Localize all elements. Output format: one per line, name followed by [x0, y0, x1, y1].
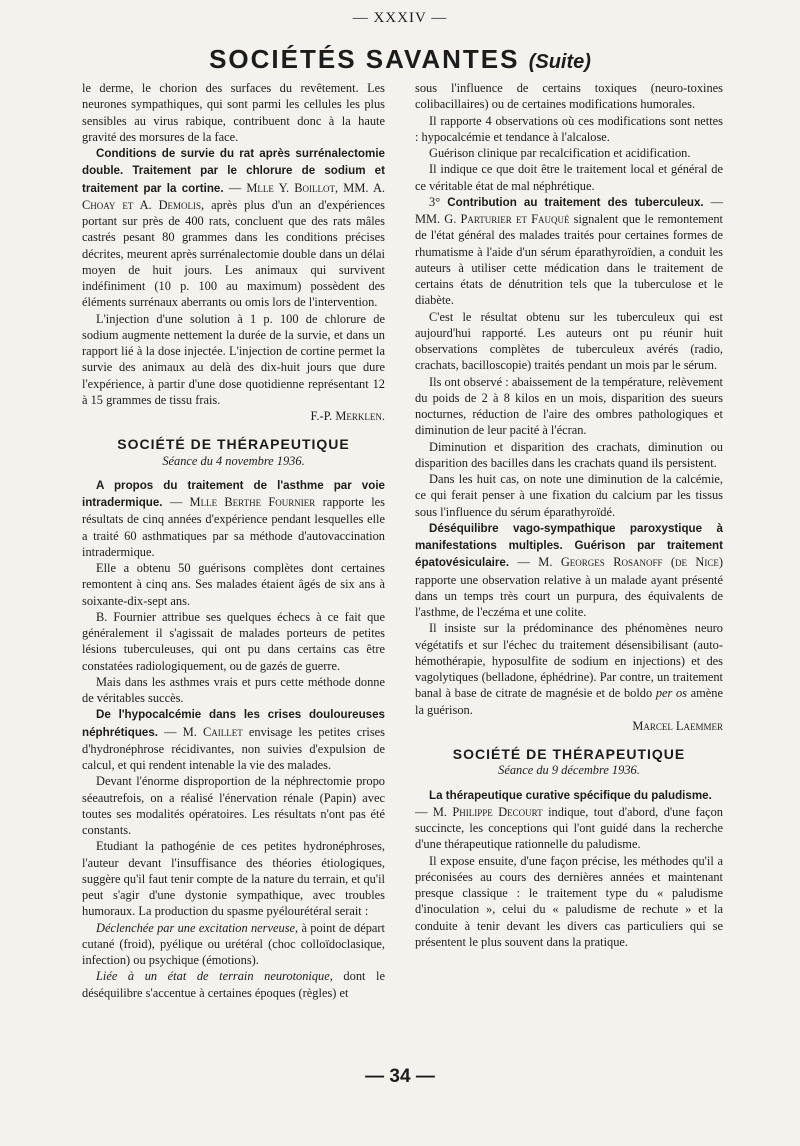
- paragraph: C'est le résultat obtenu sur les tuberculeux qui est aujourd'hui rapporté. Les auteurs ont pu réunir huit observations complètes de tuberculeux avérés (radio, crachats, bacilloscopie) traités pendant un mois par le sérum.: [415, 309, 723, 373]
- signature: Marcel Laemmer: [632, 718, 723, 733]
- paragraph: Liée à un état de terrain neurotonique, dont le déséquilibre s'accentue à certaines époques (règles) et: [82, 969, 385, 1000]
- paragraph: Diminution et disparition des crachats, diminution ou disparition des bacilles dans les crachats quand ils persistent.: [415, 439, 723, 470]
- article-title: Déséquilibre vago-sympathique paroxystique à manifestations multiples. Guérison par traitement épatovésiculaire.: [415, 521, 723, 570]
- right-column: [415, 80, 723, 950]
- paragraph: Il indique ce que doit être le traitement local et général de ce véritable état de mal néphrétique.: [415, 162, 723, 193]
- authors: — M. Georges Rosanoff (de Nice): [509, 555, 723, 570]
- section-heading: SOCIÉTÉ DE THÉRAPEUTIQUE: [452, 746, 686, 762]
- title-suffix: (Suite): [528, 51, 591, 73]
- seance-date: Séance du 4 novembre 1936.: [162, 453, 305, 468]
- paragraph: sous l'influence de certains toxiques (neuro-toxines colibacillaires) ou de certaines modifications humorales.: [415, 81, 723, 112]
- paragraph: Ils ont observé : abaissement de la température, relèvement du poids de 2 à 8 kilos en un mois, disparition des sueurs nocturnes, réduction de l'aire des ombres pathologiques et diminution de leur pacité à l'écran.: [415, 374, 723, 438]
- paragraph: 3° Contribution au traitement des tuberculeux. — MM. G. Parturier et Fauqué signalent que le remontement de l'état général des malades traités pour certaines formes de rhumatisme à l'aide d'un sérum éparathyroïdien, a conduit les auteurs à utiliser cette médication dans le traitement de certains états de dénutrition tels que la tuberculose et le diabète.: [415, 194, 723, 308]
- section-heading: SOCIÉTÉ DE THÉRAPEUTIQUE: [117, 436, 350, 453]
- paragraph: Guérison clinique par recalcification et acidification.: [429, 146, 691, 160]
- paragraph: Conditions de survie du rat après surrénalectomie double. Traitement par le chlorure de sodium et traitement par la cortine. — Mlle Y. Boillot, MM. A. Choay et A. Demolis, après plus d'un an d'expériences portant sur près de 400 rats, concluent que des rats mâles castrés pesant 80 grammes dans les conditions précises décrites, meurent après surrénalectomie double dans un délai moyen de huit jours. Les animaux qui survivent indéfiniment (10 p. 100 au maximum) possèdent des éléments surrénaux aberrants ou omis lors de l'intervention.: [82, 147, 386, 310]
- paragraph: Il rapporte 4 observations où ces modifications sont nettes : hypocalcémie et tendance à l'alcalose.: [415, 113, 723, 144]
- page-number: — 34 —: [365, 1066, 435, 1087]
- left-column: [82, 80, 385, 1001]
- authors: — Mlle Berthe Fournier: [162, 495, 316, 509]
- seance-date: Séance du 9 décembre 1936.: [498, 763, 640, 778]
- paragraph: Il insiste sur la prédominance des phénomènes neuro végétatifs et sur l'échec du traitement désensibilisant (auto-hémothérapie, hyposulfite de sodium en injections) et des vagolytiques (belladone, éphédrine). Par contre, un traitement banal à base de citrate de magnésie et de boldo per os amène la guérison.: [415, 621, 723, 717]
- signature: F.-P. Merklen.: [310, 409, 385, 423]
- paragraph: B. Fournier attribue ses quelques échecs à ce fait que généralement il s'agissait de malades porteurs de petites lésions tuberculeuses, qui ont pu dans certains cas être constatées radiologiquement, ou de gazés de guerre.: [82, 609, 385, 673]
- paragraph: Etudiant la pathogénie de ces petites hydronéphroses, l'auteur devant l'insuffisance des théories étiologiques, suggère qu'il faut tenir compte de la nature du terrain, et qu'il peut s'agir d'une dystonie sympathique, avec troubles humoraux. La production du spasme pyélourétéral serait :: [82, 839, 385, 919]
- paragraph: A propos du traitement de l'asthme par voie intradermique. — Mlle Berthe Fournier rapporte les résultats de cinq années d'expérience pendant lesquelles elle a traité 60 asthmatiques par sa méthode d'autovaccination intradermique.: [82, 478, 385, 559]
- paragraph: De l'hypocalcémie dans les crises douloureuses néphrétiques. — M. Caillet envisage les petites crises d'hydronéphrose récidivantes, non suivies d'expulsion de calcul, et qui rendent intenable la vie des malades.: [82, 708, 385, 772]
- authors: — MM. G. Parturier et Fauqué: [415, 194, 723, 226]
- authors: — Mlle Y. Boillot, MM. A. Choay et A. Demolis,: [82, 180, 385, 212]
- paragraph: Elle a obtenu 50 guérisons complètes dont certaines remontent à cinq ans. Ses malades étaient âgés de six ans à soixante-dix-sept ans.: [82, 561, 385, 608]
- paragraph: Déséquilibre vago-sympathique paroxystique à manifestations multiples. Guérison par traitement épatovésiculaire. — M. Georges Rosanoff (de Nice) rapporte une observation relative à un malade ayant présenté dans un temps très court un purpura, des équivalents de l'asthme, de l'eczéma et une colite.: [415, 521, 723, 619]
- authors: — M. Philippe Decourt: [415, 804, 543, 819]
- roman-page-number: — XXXIV —: [352, 10, 448, 26]
- article-title: Contribution au traitement des tuberculeux.: [440, 195, 704, 209]
- page-title: [0, 44, 800, 75]
- paragraph: La thérapeutique curative spécifique du paludisme. — M. Philippe Decourt indique, tout d'abord, d'une façon succincte, les conceptions qui l'ont guidé dans la recherche d'une thérapeutique rationnelle du paludisme.: [415, 788, 723, 852]
- paragraph: Dans les huit cas, on note une diminution de la calcémie, ce qui ferait penser à une fixation du calcium par les tissus sous l'influence du sérum éparathyroïdé.: [415, 472, 723, 519]
- authors: — M. Caillet: [158, 724, 243, 739]
- paragraph: L'injection d'une solution à 1 p. 100 de chlorure de sodium augmente nettement la durée de la survie, et dans un rapport lié à la dose injectée. L'injection de cortine permet la survie des animaux au delà des dix-huit jours que dure l'expérience, à partir d'une dose quotidienne représentant 12 à 15 grammes de tissu frais.: [82, 311, 385, 407]
- article-title: La thérapeutique curative spécifique du paludisme.: [429, 788, 712, 802]
- title-text: SOCIÉTÉS SAVANTES: [209, 44, 520, 74]
- paragraph: Il expose ensuite, d'une façon précise, les méthodes qu'il a préconisées au cours des dernières années et maintenant presque classique : le traitement type du « paludisme d'inoculation », celui du « paludisme de rechute » et la conduite à tenir devant les divers cas particuliers qui se présentent le plus souvent dans la pratique.: [415, 853, 723, 949]
- article-title: Conditions de survie du rat après surrénalectomie double. Traitement par le chlorure de sodium et traitement par la cortine.: [82, 147, 385, 195]
- article-title: De l'hypocalcémie dans les crises douloureuses néphrétiques.: [82, 708, 385, 739]
- article-title: A propos du traitement de l'asthme par voie intradermique.: [82, 478, 385, 509]
- paragraph: Déclenchée par une excitation nerveuse, à point de départ cutané (froid), pyélique ou urétéral (choc colloïdoclasique, infection) ou psychique (émotions).: [82, 920, 385, 967]
- paragraph: Mais dans les asthmes vrais et purs cette méthode donne de véritables succès.: [82, 674, 385, 705]
- paragraph: Devant l'énorme disproportion de la néphrectomie propo séeautrefois, on a réalisé l'énervation rénale (Papin) avec toutes ses modalités opératoires. Les résultats n'ont pas été constants.: [82, 774, 385, 837]
- paragraph: le derme, le chorion des surfaces du revêtement. Les neurones sympathiques, qui sont parmi les cellules les plus sensibles au virus rabique, contribuent donc à la haute gravité des morsures de la face.: [82, 81, 385, 144]
